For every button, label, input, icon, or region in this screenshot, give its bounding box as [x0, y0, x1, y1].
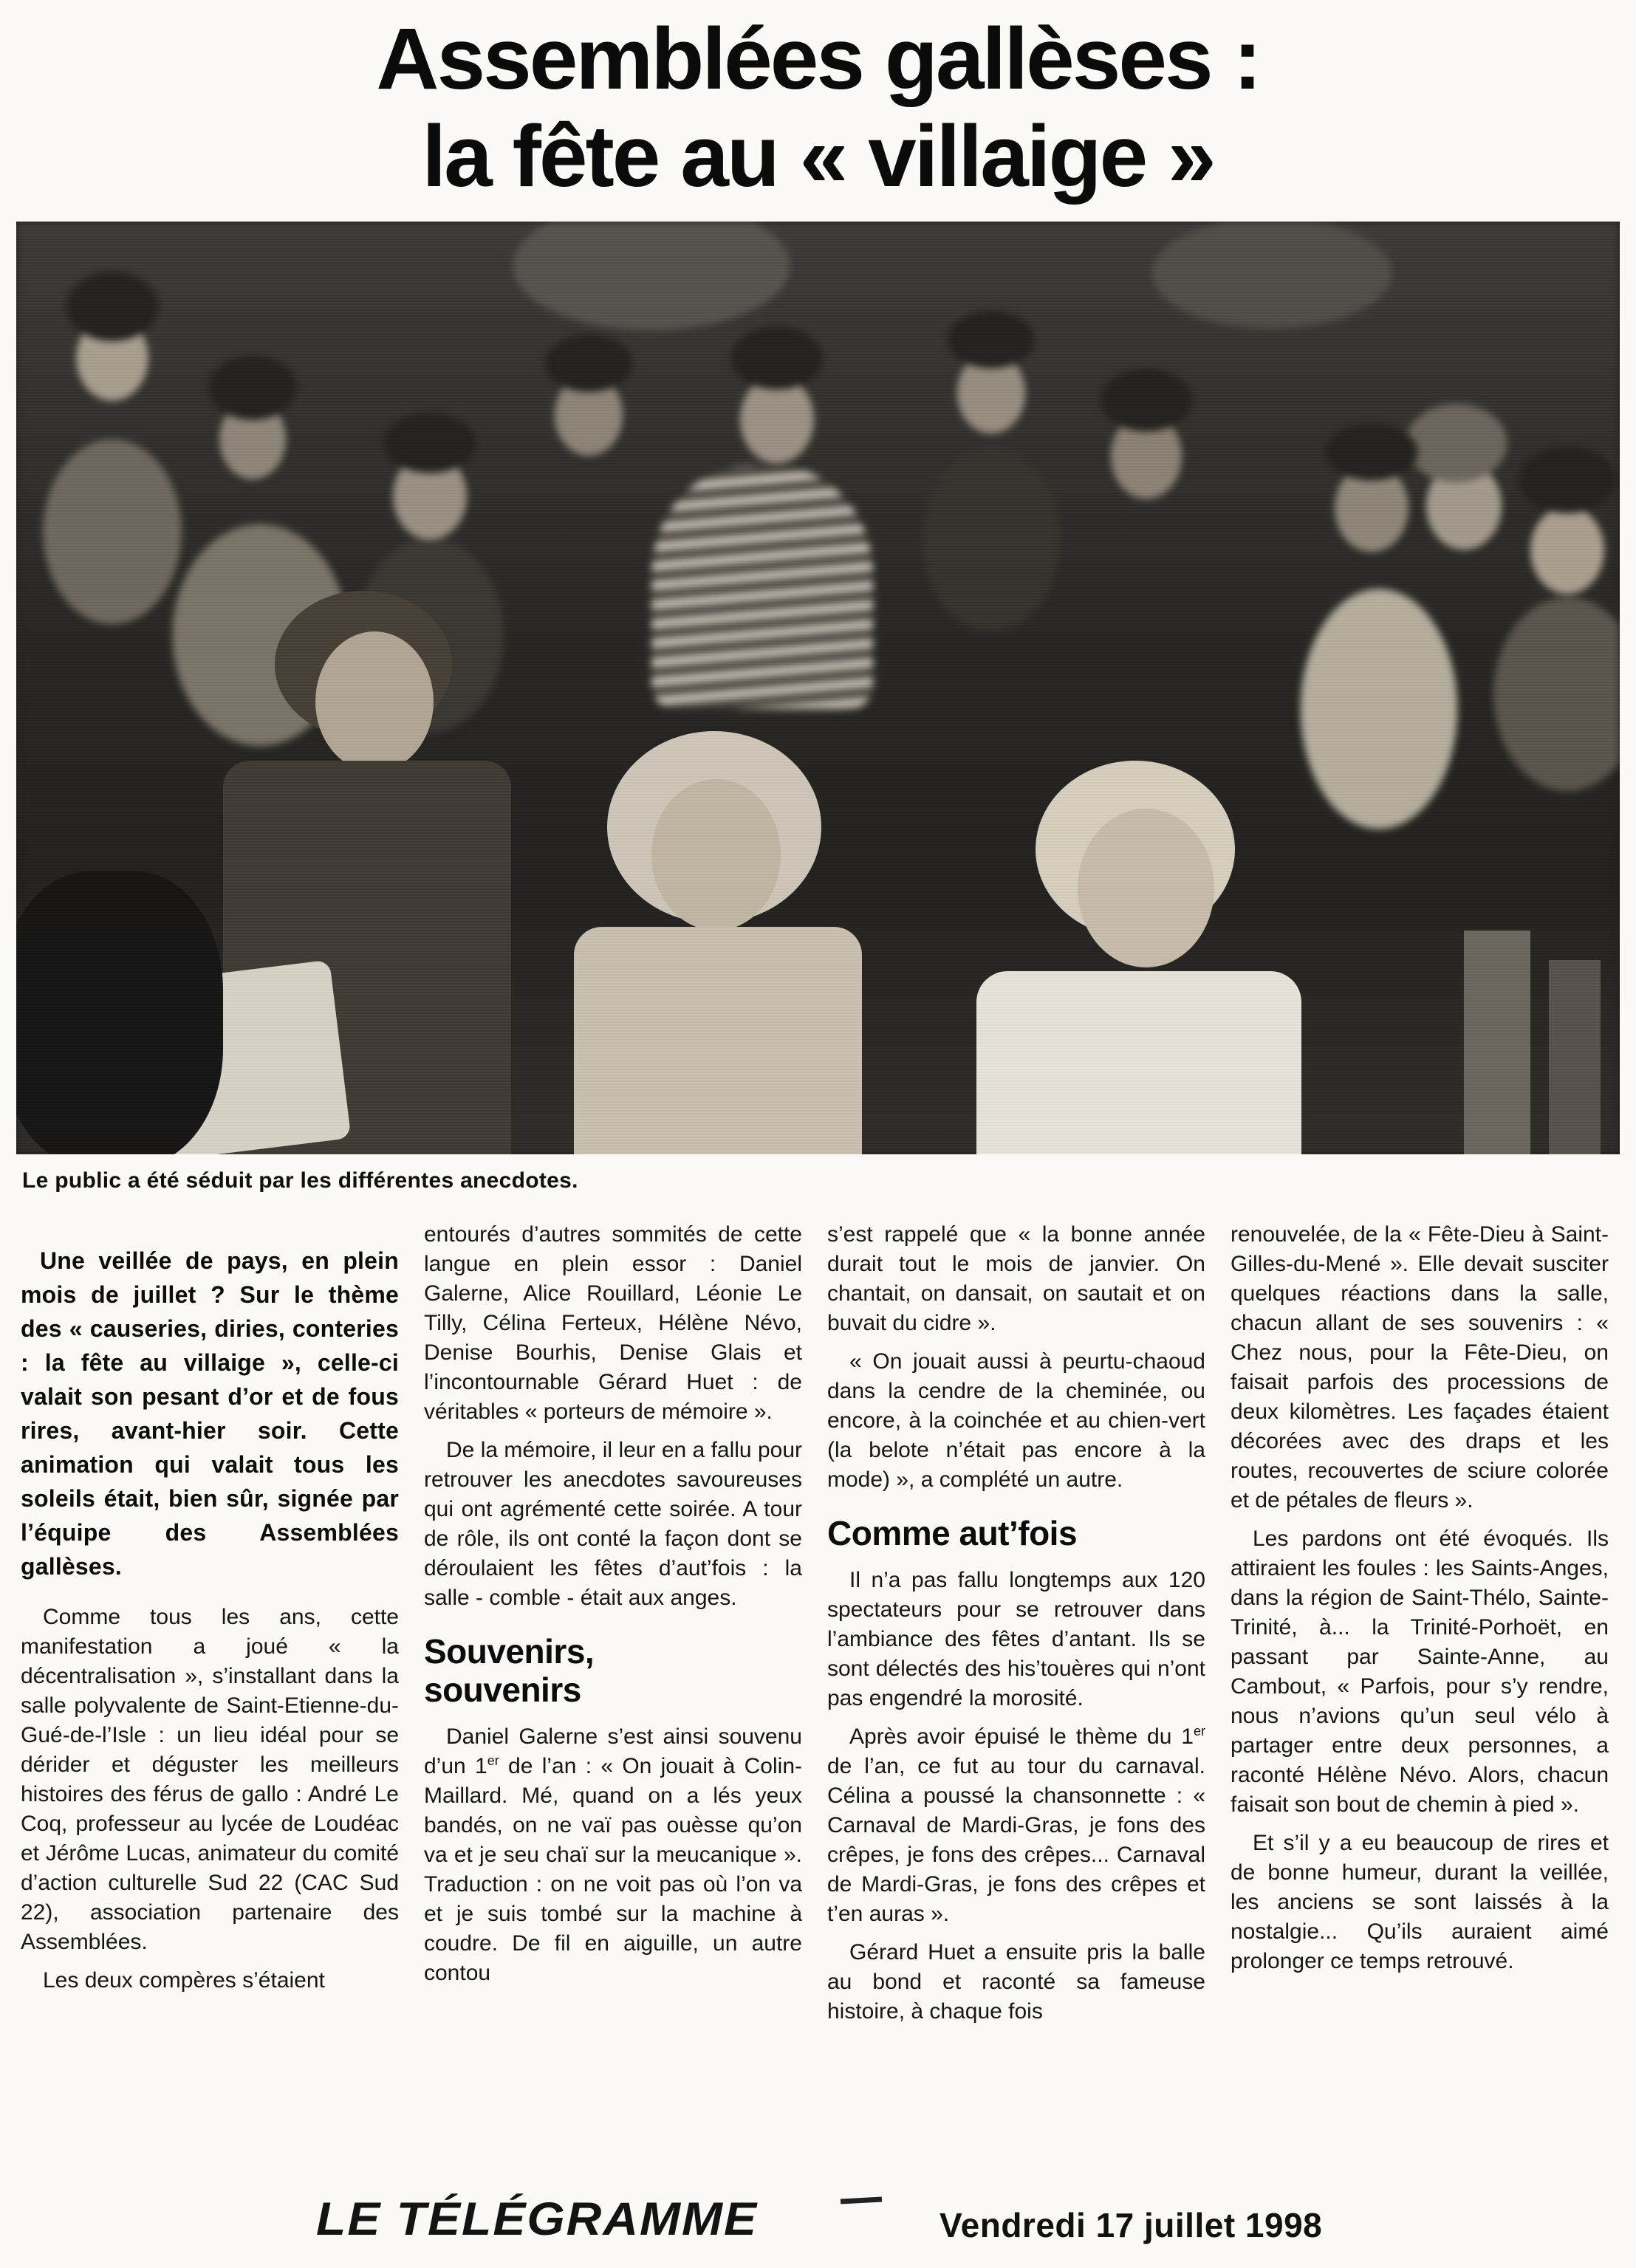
- photo-child-middle-face: [651, 779, 781, 931]
- subheading-line-1: Souvenirs,: [424, 1632, 595, 1671]
- paragraph: « On jouait aussi à peurtu-chaoud dans la cendre de la cheminée, ou encore, à la coinchée et au chien-vert (la belote n’était pas encore à la mode) », a complété un autre.: [827, 1349, 1205, 1492]
- paragraph: De la mémoire, il leur en a fallu pour retrouver les anecdotes savoureuses qui ont agrémenté cette soirée. A tour de rôle, ils ont conté la façon dont se déroulaient les fêtes d’aut’fois : la salle - comble - était aux anges.: [424, 1438, 802, 1610]
- photo-striped-sweater-person: [651, 465, 873, 709]
- subheading-comme-autfois: Comme aut’fois: [827, 1514, 1078, 1552]
- photo-child-left-face: [315, 631, 434, 772]
- edition-date: Vendredi 17 juillet 1998: [939, 2206, 1323, 2244]
- text-column-1: [21, 1220, 399, 2004]
- photo-child-right-face: [1078, 809, 1214, 967]
- paragraph-text: Daniel Galerne s’est ainsi souvenu d’un 1: [424, 1724, 802, 1778]
- paragraph: [424, 1722, 802, 1988]
- headline-line-2: la fête au « villaige »: [422, 108, 1214, 206]
- paragraph: Les deux compères s’étaient: [43, 1968, 325, 1993]
- paragraph: [827, 1722, 1205, 1929]
- text-column-3: [827, 1220, 1205, 2035]
- paragraph: entourés d’autres sommités de cette langue en plein essor : Daniel Galerne, Alice Rouillard, Léonie Le Tilly, Célina Ferteux, Hélène Névo, Denise Bourhis, Denise Glais et l’incontournable Gérard Huet : de véritables « porteurs de mémoire ».: [424, 1222, 802, 1424]
- paragraph-text: Après avoir épuisé le thème du 1: [849, 1724, 1194, 1749]
- paragraph: renouvelée, de la « Fête-Dieu à Saint-Gilles-du-Mené ». Elle devait susciter quelques réactions dans la salle, chacun allant de ses souvenirs : « Chez nous, pour la Fête-Dieu, on faisait parfois des processions de deux kilomètres. Les façades étaient décorées avec des draps et les routes, recouvertes de sciure colorée et de pétales de fleurs ».: [1231, 1222, 1609, 1512]
- paragraph: Les pardons ont été évoqués. Ils attiraient les foules : les Saints-Anges, dans la région de Saint-Thélo, Sainte-Trinité, à... la Trinité-Porhoët, en passant par Sainte-Anne, au Cambout, « Parfois, pour s’y rendre, nous n’avions qu’un seul vélo à partager entre deux personnes, a raconté Hélène Névo. Alors, chacun faisait son bout de chemin à pied ».: [1231, 1527, 1609, 1817]
- photo-child-right-body: [976, 971, 1301, 1154]
- ordinal-superscript: er: [487, 1753, 499, 1768]
- photo-chair-back-1: [1464, 931, 1530, 1154]
- text-column-2: [424, 1220, 802, 1997]
- text-column-4: [1231, 1220, 1609, 1985]
- lead-paragraph: Une veillée de pays, en plein mois de juillet ? Sur le thème des « causeries, diries, conteries : la fête au villaige », celle-ci valait son pesant d’or et de fous rires, avant-hier soir. Cette animation qui valait tous les soleils était, bien sûr, signée par l’équipe des Assemblées gallèses.: [21, 1247, 399, 1580]
- paragraph: Comme tous les ans, cette manifestation a joué « la décentralisation », s’installant dans la salle polyvalente de Saint-Etienne-du-Gué-de-l’Isle : un lieu idéal pour se dérider et déguster les meilleurs histoires des férus de gallo : André Le Coq, professeur au lycée de Loudéac et Jérôme Lucas, animateur du comité d’action culturelle Sud 22 (CAC Sud 22), association partenaire des Assemblées.: [21, 1605, 399, 1954]
- paragraph-text: de l’an : « On jouait à Colin-Maillard. Mé, quand on a lés yeux bandés, on ne vaï pas ouèsse qu’on va et je seu chaï sur la meucanique ». Traduction : on ne voit pas où l’on va et je suis tombé sur la machine à coudre. De fil en aiguille, un autre contou: [424, 1754, 802, 1985]
- photo-chair-back-2: [1549, 960, 1601, 1154]
- article-headline: [0, 10, 1636, 205]
- photo-dark-corner: [16, 871, 223, 1154]
- paragraph: Et s’il y a eu beaucoup de rires et de bonne humeur, durant la veillée, les anciens se sont laissés à la nostalgie... Qu’ils auraient aimé prolonger ce temps retrouvé.: [1231, 1831, 1609, 1973]
- photo-caption: Le public a été séduit par les différentes anecdotes.: [22, 1168, 578, 1193]
- footer-dash: [841, 2197, 882, 2204]
- paragraph: Il n’a pas fallu longtemps aux 120 spectateurs pour se retrouver dans l’ambiance des fêtes d’antant. Ils se sont délectés des his’touères qui n’ont pas engendré la morosité.: [827, 1568, 1205, 1710]
- subheading-souvenirs: [424, 1632, 802, 1709]
- paragraph: Gérard Huet a ensuite pris la balle au bond et raconté sa fameuse histoire, à chaque fois: [827, 1940, 1205, 2024]
- ordinal-superscript: er: [1193, 1724, 1205, 1738]
- headline-line-1: Assemblées gallèses :: [376, 10, 1260, 108]
- paragraph-text: de l’an, ce fut au tour du carnaval. Célina a poussé la chansonnette : « Carnaval de Mardi-Gras, je fons des crêpes, je fons des crêpes... Carnaval de Mardi-Gras, je fons des crêpes et t’en auras ».: [827, 1754, 1205, 1926]
- subheading-line-2: souvenirs: [424, 1671, 581, 1709]
- newspaper-brand: LE TÉLÉGRAMME: [316, 2192, 758, 2245]
- paragraph: s’est rappelé que « la bonne année durait tout le mois de janvier. On chantait, on dansait, on sautait et on buvait du cidre ».: [827, 1222, 1205, 1335]
- photo-child-middle-body: [574, 927, 862, 1154]
- article-photo: [16, 222, 1620, 1154]
